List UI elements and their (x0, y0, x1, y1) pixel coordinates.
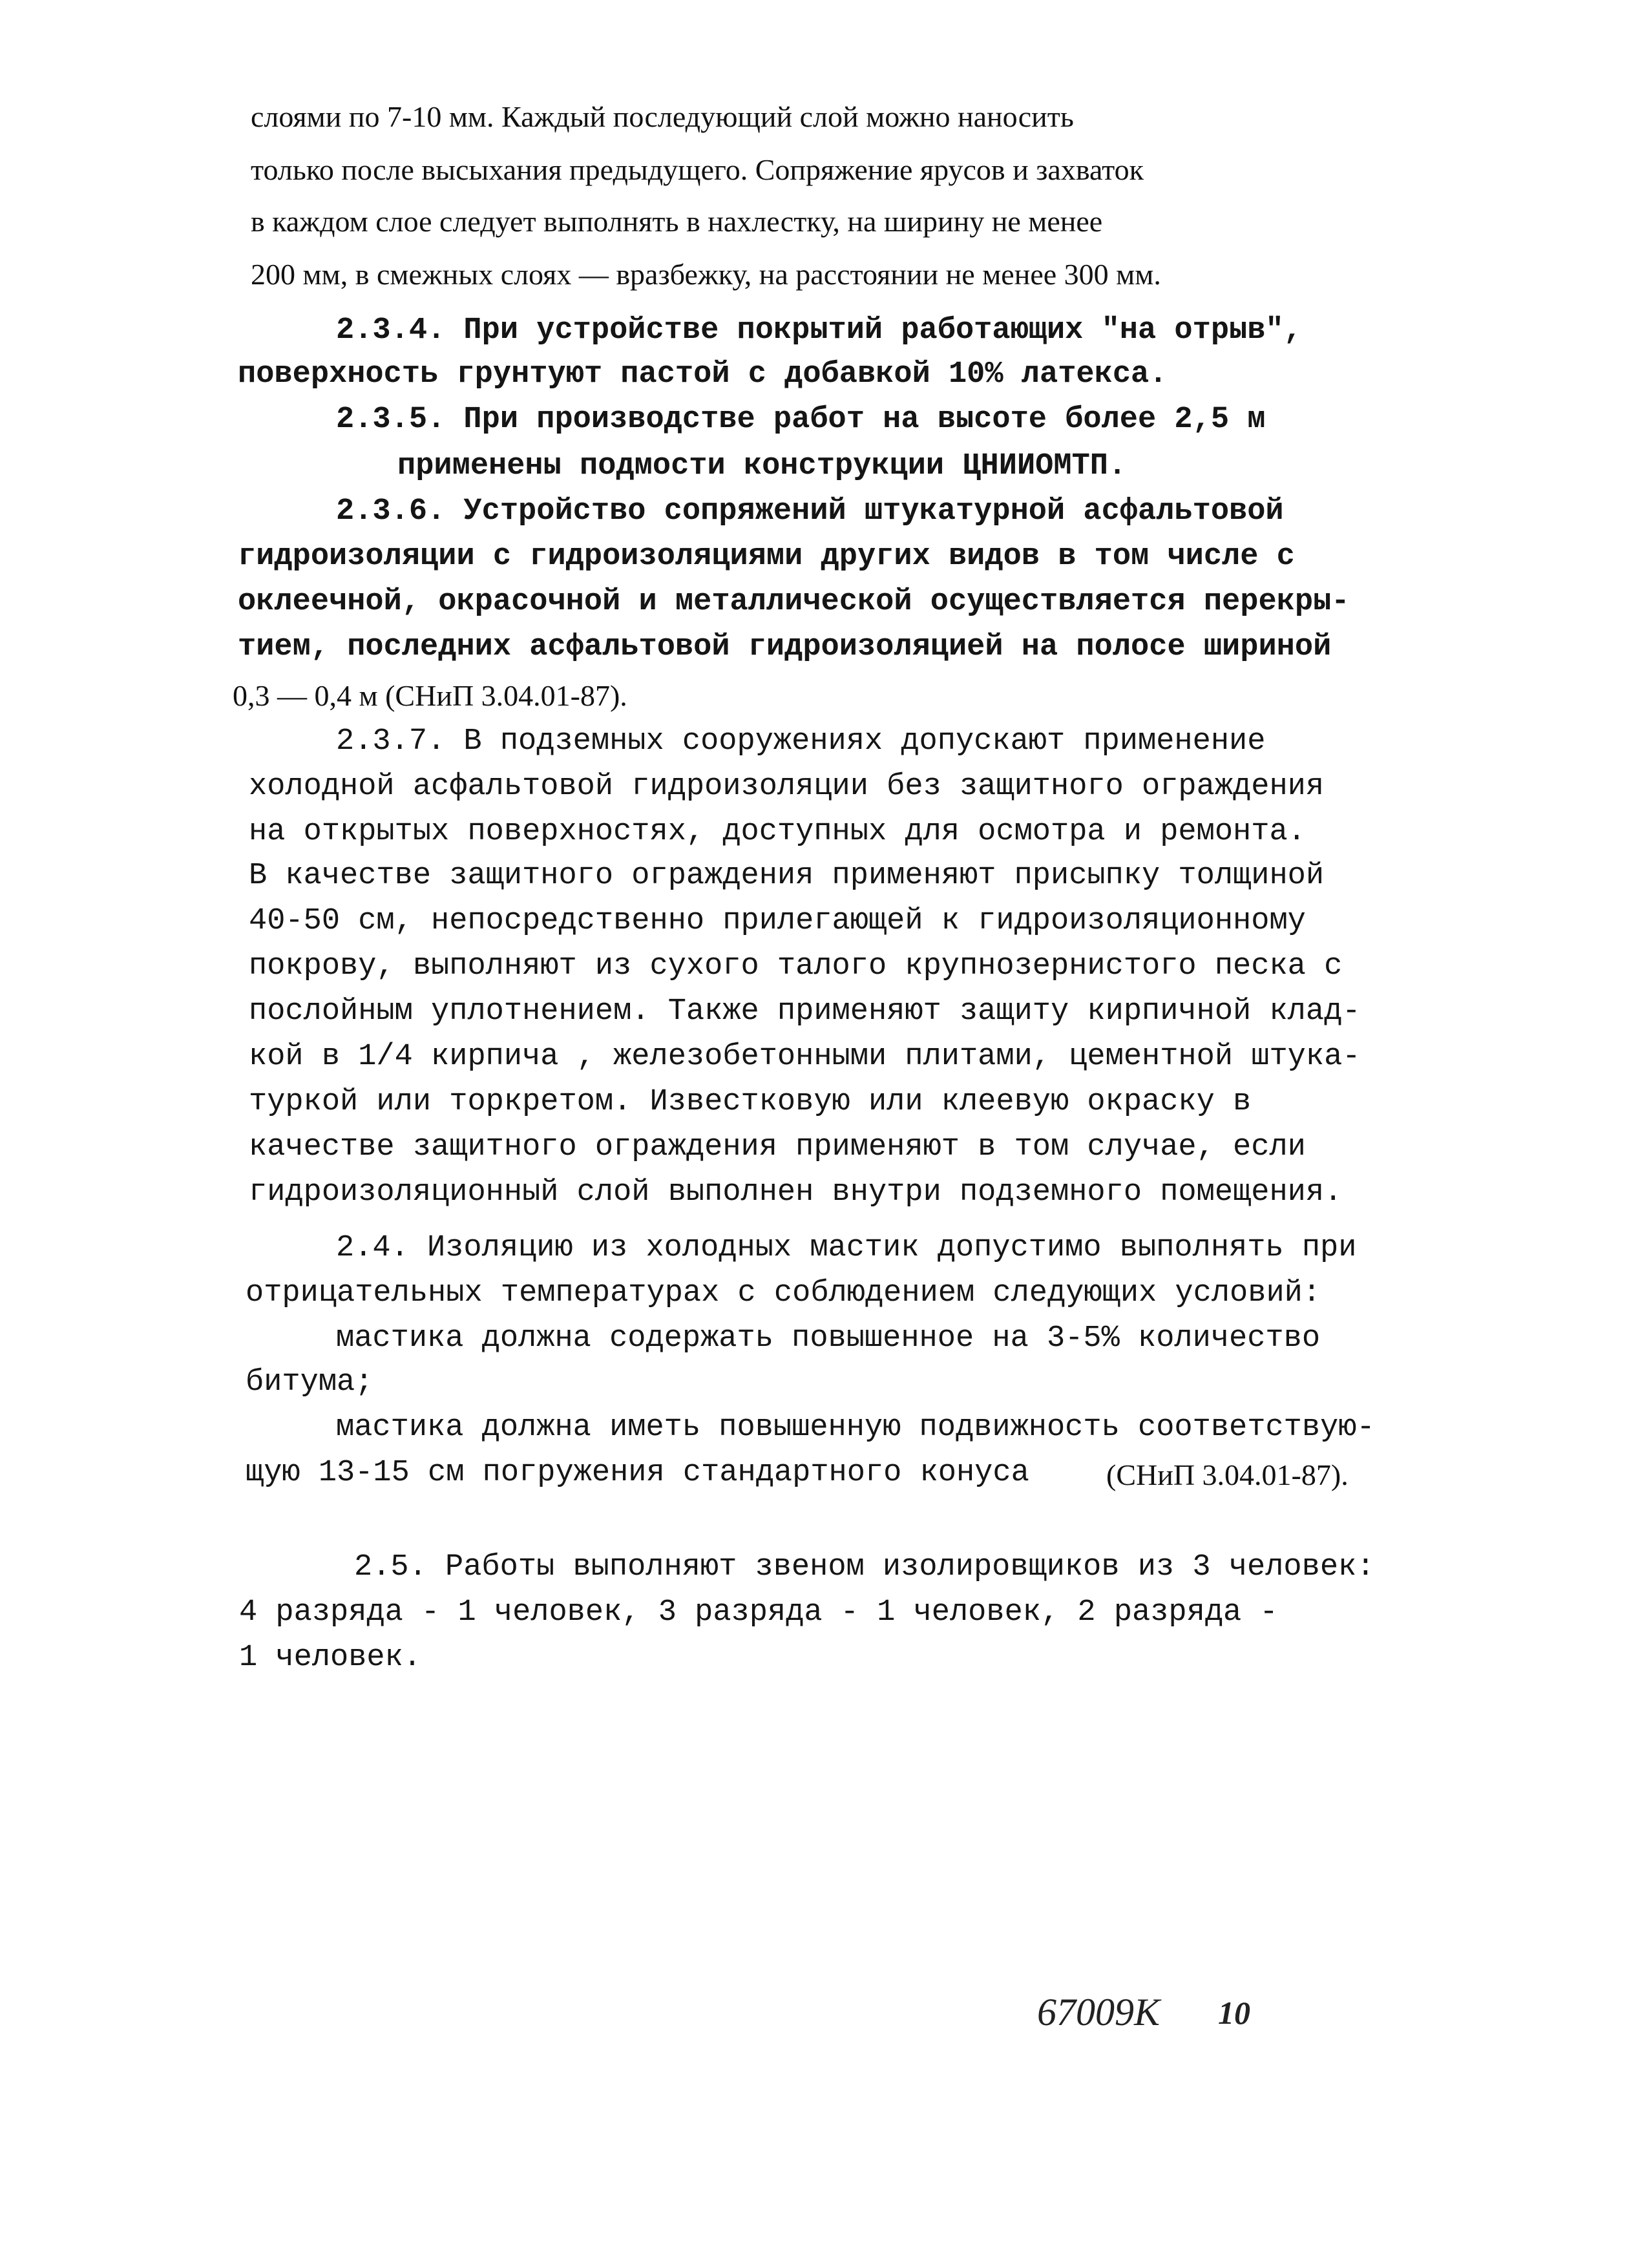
section-2-3-7-line-2: холодной асфальтовой гидроизоляции без защитного ограждения (249, 770, 1325, 804)
section-2-4-condition-1-end: битума; (246, 1365, 373, 1400)
page-number: 10 (1218, 1995, 1250, 2031)
section-2-3-7-line-7: послойным уплотнением. Также применяют защиту кирпичной клад- (249, 994, 1361, 1029)
section-2-4-reference: (СНиП 3.04.01-87). (1106, 1458, 1349, 1491)
text-line-4: 200 мм, в смежных слоях — вразбежку, на расстоянии не менее 300 мм. (251, 258, 1161, 291)
section-2-3-7-line-3: на открытых поверхностях, доступных для осмотра и ремонта. (249, 815, 1306, 849)
section-2-3-4-heading: 2.3.4. При устройстве покрытий работающих "на отрыв", (336, 313, 1302, 348)
section-2-3-6-line-3: оклеечной, окрасочной и металлической осуществляется перекры- (238, 585, 1350, 619)
section-2-4-condition-2-end: щую 13-15 см погружения стандартного конуса (246, 1456, 1029, 1490)
section-2-3-4-body: поверхность грунтуют пастой с добавкой 10% латекса. (238, 357, 1168, 392)
section-2-3-7-line-5: 40-50 см, непосредственно прилегающей к гидроизоляционному (249, 904, 1306, 938)
section-2-3-7-line-9: туркой или торкретом. Известковую или клеевую окраску в (249, 1085, 1252, 1119)
section-2-4-condition-2: мастика должна иметь повышенную подвижность соответствую- (336, 1411, 1375, 1445)
section-2-3-7-line-4: В качестве защитного ограждения применяют присыпку толщиной (249, 859, 1325, 893)
section-2-3-6-reference: 0,3 — 0,4 м (СНиП 3.04.01-87). (233, 679, 627, 712)
section-2-3-7-line-8: кой в 1/4 кирпича , железобетонными плитами, цементной штука- (249, 1040, 1361, 1074)
section-2-3-6-line-2: гидроизоляции с гидроизоляциями других видов в том числе с (238, 540, 1295, 574)
section-2-3-7-line-10: качестве защитного ограждения применяют в том случае, если (249, 1130, 1306, 1164)
section-2-3-7-heading: 2.3.7. В подземных сооружениях допускают применение (336, 724, 1266, 759)
section-2-3-5-heading: 2.3.5. При производстве работ на высоте более 2,5 м (336, 403, 1266, 437)
section-2-3-5-body: применены подмости конструкции ЦНИИОМТП. (397, 449, 1127, 483)
section-2-3-7-line-6: покрову, выполняют из сухого талого крупнозернистого песка с (249, 949, 1343, 983)
text-line-1: слоями по 7-10 мм. Каждый последующий слой можно наносить (251, 100, 1074, 133)
document-code: 67009К (1037, 1991, 1160, 2033)
section-2-5-line-3: 1 человек. (239, 1641, 422, 1675)
section-2-5-heading: 2.5. Работы выполняют звеном изолировщиков из 3 человек: (354, 1550, 1375, 1584)
section-2-3-7-line-11: гидроизоляционный слой выполнен внутри подземного помещения. (249, 1175, 1343, 1210)
section-2-3-6-line-4: тием, последних асфальтовой гидроизоляцией на полосе шириной (238, 630, 1332, 664)
text-line-2: только после высыхания предыдущего. Сопряжение ярусов и захваток (251, 153, 1144, 186)
section-2-4-line-2: отрицательных температурах с соблюдением следующих условий: (246, 1276, 1321, 1310)
section-2-3-6-heading: 2.3.6. Устройство сопряжений штукатурной асфальтовой (336, 494, 1284, 529)
text-line-3: в каждом слое следует выполнять в нахлестку, на ширину не менее (251, 205, 1103, 238)
section-2-5-line-2: 4 разряда - 1 человек, 3 разряда - 1 человек, 2 разряда - (239, 1595, 1278, 1630)
section-2-4-condition-1: мастика должна содержать повышенное на 3-5% количество (336, 1321, 1321, 1356)
section-2-4-heading: 2.4. Изоляцию из холодных мастик допустимо выполнять при (336, 1231, 1357, 1265)
